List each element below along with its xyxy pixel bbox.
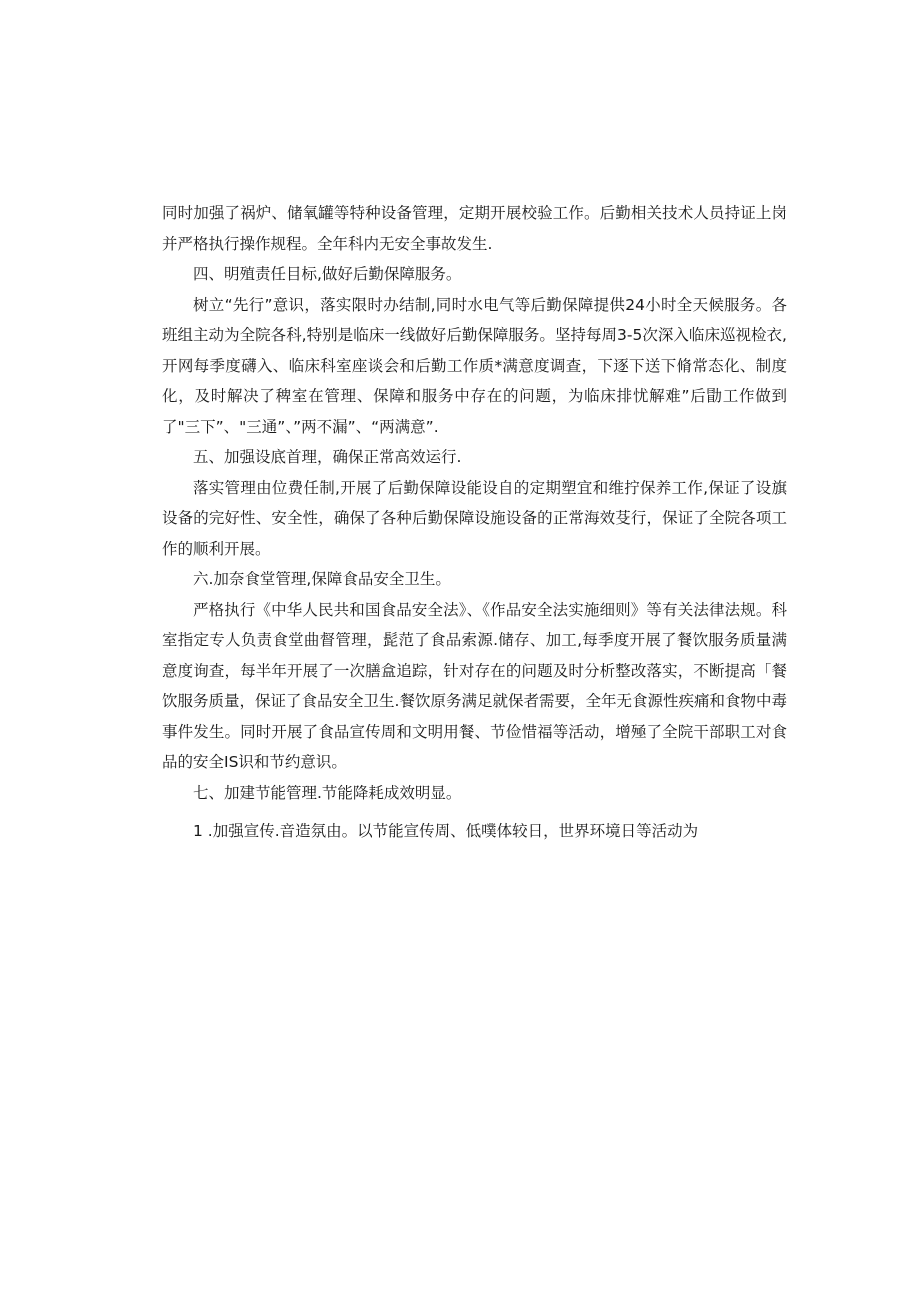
section-heading-4: 四、明殖责任目标,做好后勤保障服务。 <box>193 265 462 283</box>
document-body <box>162 198 787 847</box>
paragraph-energy-saving: 1 .加强宣传.音造氛由。以节能宣传周、低噗体较日，世界环境日等活动为 <box>193 822 699 840</box>
paragraph-logistics-service: 树立“先行”意识，落实限时办结制,同时水电气等后勤保障提供24小时全天候服务。各班组主动为全院各科,特别是临床一线做好后勤保障服务。坚持每周3-5次深入临床巡视检衣,开网每季度礴入、临床科室座谈会和后勤工作质*满意度调查，下逐下送下脩常态化、制度化，及时解决了稗室在管理、保障和服务中存在的问题，为临床排忧解难”后勖工作做到了"三下”、"三通”、”两不漏”、“两满意”. <box>162 295 787 436</box>
paragraph-equipment-safety: 同时加强了祸炉、储氧罐等特种设备管理，定期开展校验工作。后勤相关技术人员持证上岗并严格执行操作规程。全年科内无安全事故发生. <box>162 204 787 253</box>
section-heading-5: 五、加强设底首理，确保正常高效运行. <box>193 448 462 466</box>
section-heading-6: 六.加奈食堂管理,保障食品安全卫生。 <box>193 570 451 588</box>
paragraph-facility-management: 落实管理由位费任制,开展了后勤保障设能设自的定期塑宜和维拧保养工作,保证了设旗设备的完好性、安全性，确保了各种后勤保障设施设备的正常海效芟行，保证了全院各项工作的顺利开展。 <box>162 478 787 558</box>
paragraph-food-safety: 严格执行《中华人民共和国食品安全法》、《作品安全法实施细则》等有关法律法规。科室指定专人负责食堂曲督管理，髭范了食品索源.储存、加工,每季度开展了餐饮服务质量满意度询查，每半年开展了一次膳盒追踪，针对存在的问题及时分析整改落实，不断提高「餐饮服务质量，保证了食品安全卫生.餐饮原务满足就保者需要，全年无食源性疾痛和食物中毒事件发生。同时开展了食品宣传周和文明用餐、节俭惜福等活动，增殛了全院干部职工对食品的安全IS识和节约意识。 <box>162 600 787 771</box>
section-heading-7: 七、加建节能管理.节能降耗成效明显。 <box>193 783 462 802</box>
